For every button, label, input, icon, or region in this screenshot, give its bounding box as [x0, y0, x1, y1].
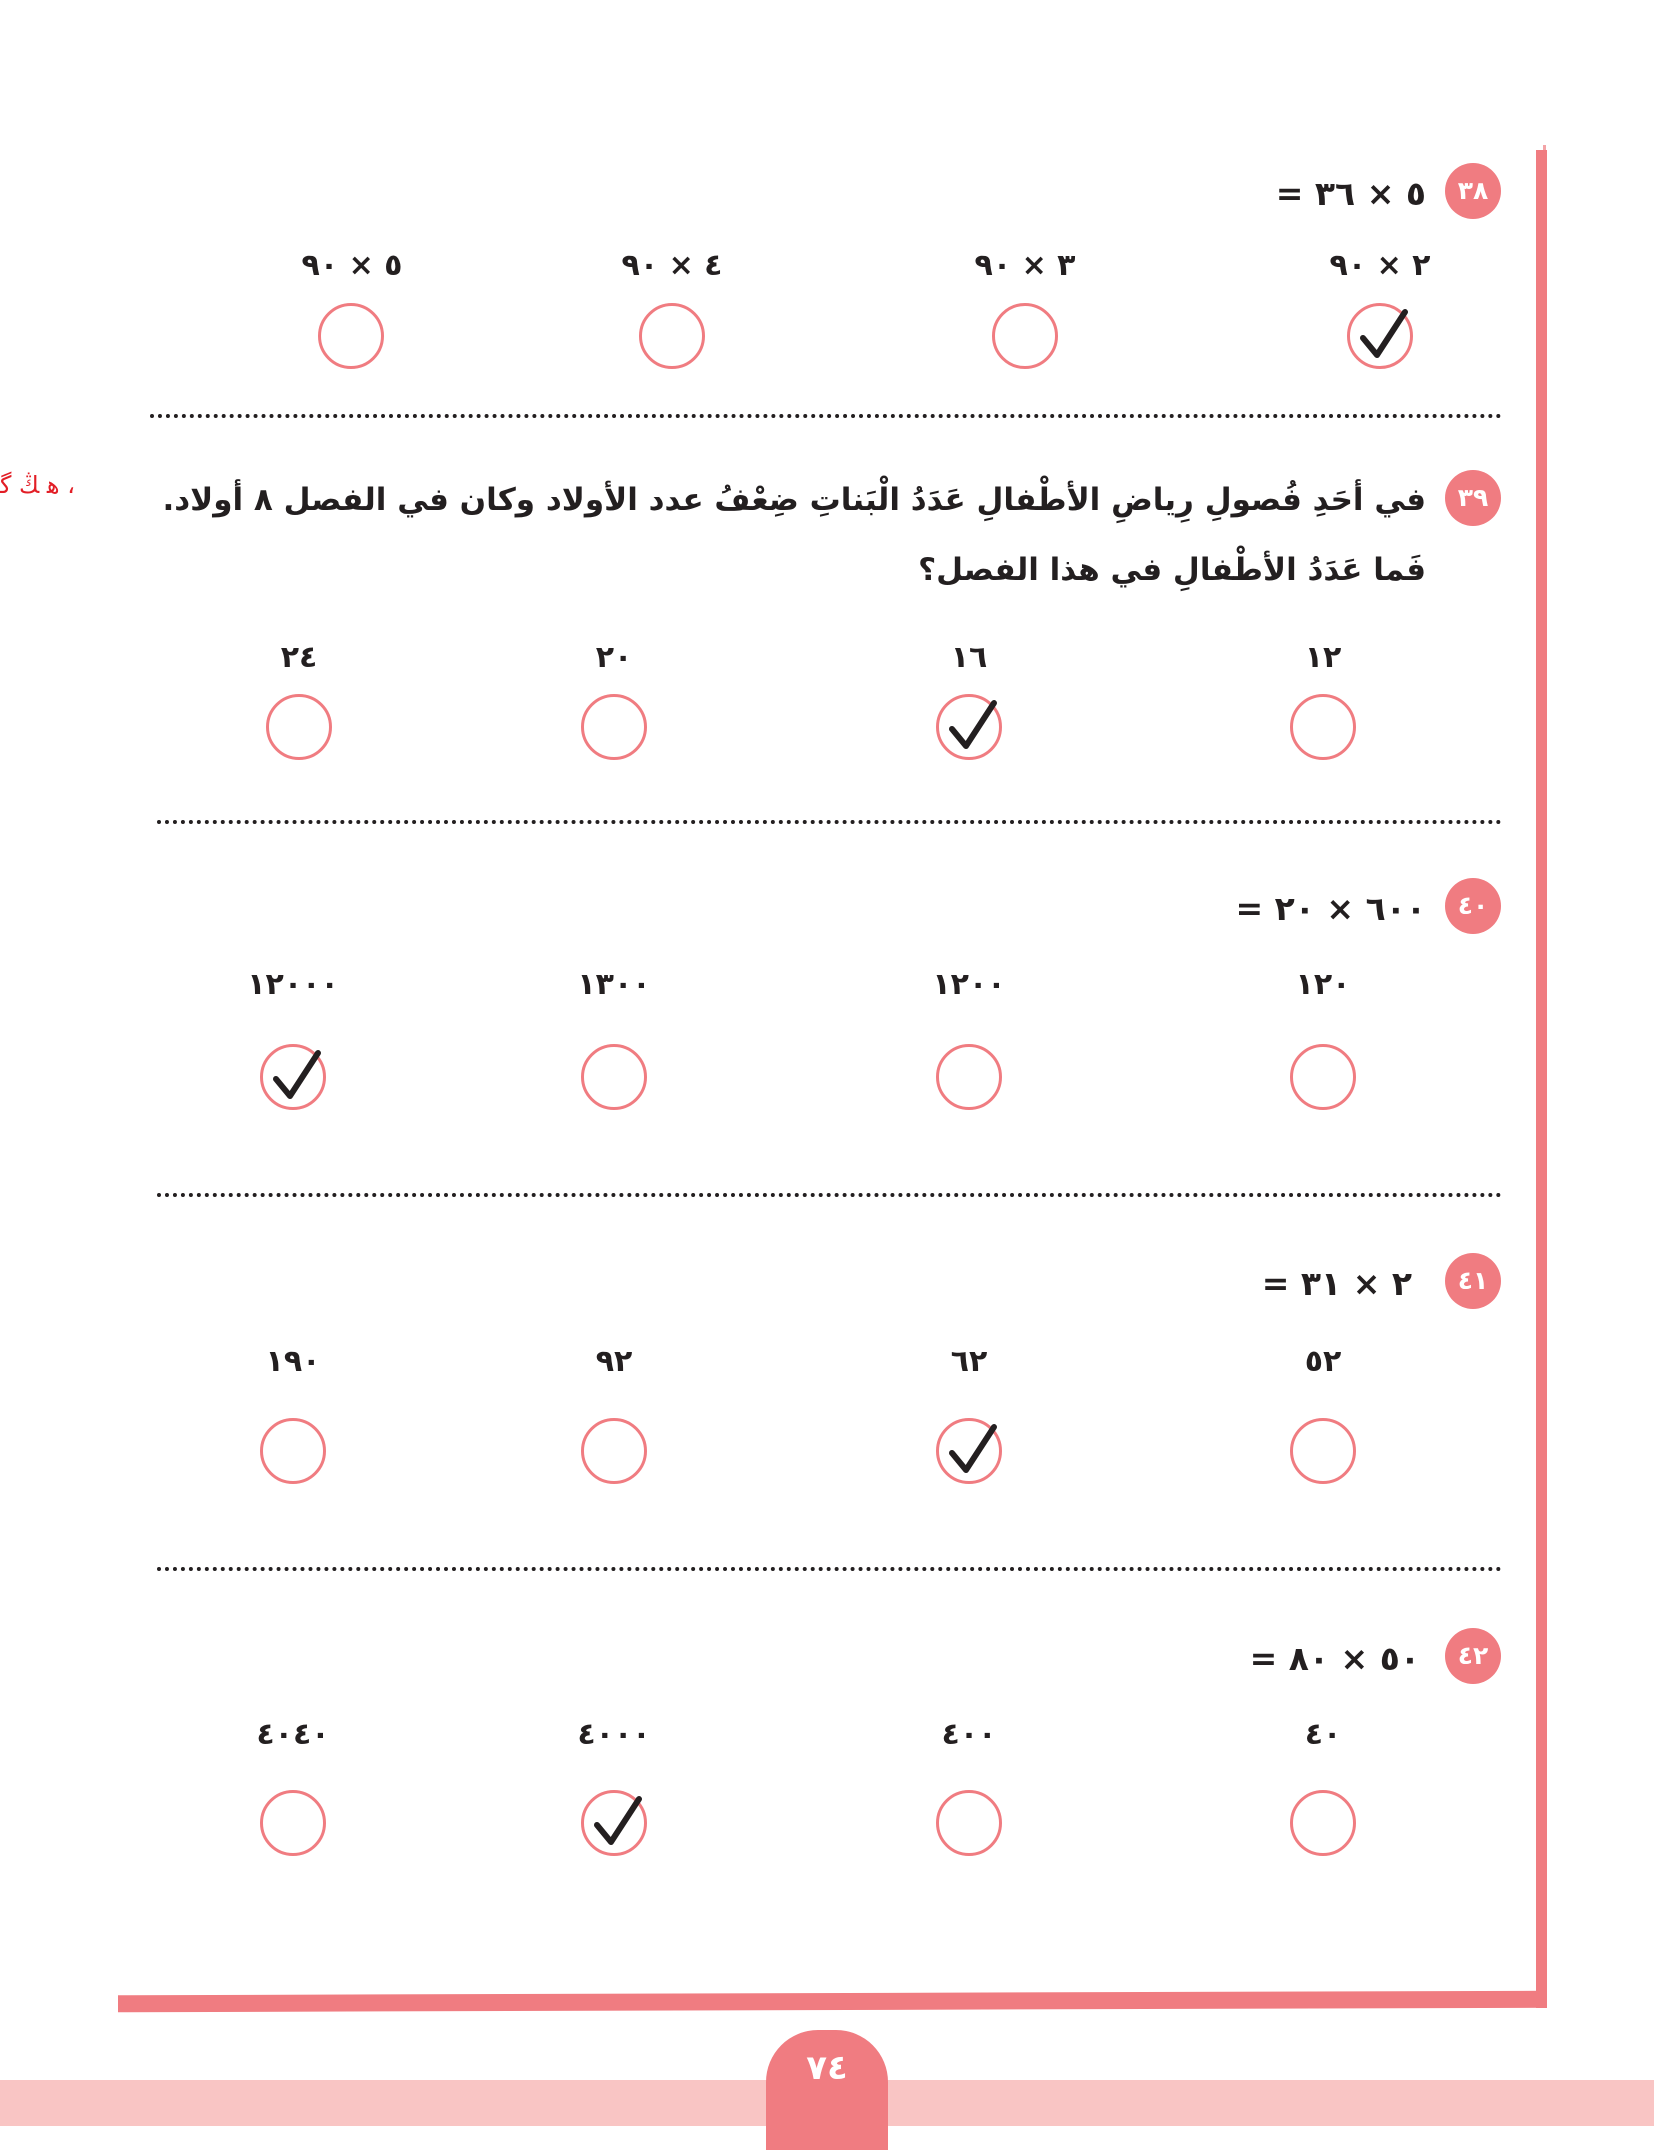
q40-option-4-label: ١٢٠٠٠ [247, 967, 339, 1002]
question-39-text-line2: فَما عَدَدُ الأطْفالِ في هذا الفصل؟ [918, 552, 1426, 588]
q42-option-2-circle[interactable] [936, 1790, 1002, 1856]
question-38-equation: ٥ × ٣٦ = [1275, 174, 1426, 213]
page-frame-bottom [118, 1991, 1546, 2012]
q40-option-3-circle[interactable] [581, 1044, 647, 1110]
q39-option-4-label: ٢٤ [280, 640, 318, 675]
q40-option-2-circle[interactable] [936, 1044, 1002, 1110]
q42-option-3-circle[interactable] [581, 1790, 647, 1856]
q39-option-2-circle[interactable] [936, 694, 1002, 760]
question-39-number: ٣٩ [1445, 470, 1501, 526]
question-42-equation: ٥٠ × ٨٠ = [1249, 1639, 1420, 1678]
q40-option-3-label: ١٣٠٠ [577, 967, 651, 1002]
q38-option-1-circle[interactable] [1347, 303, 1413, 369]
question-41-number: ٤١ [1445, 1253, 1501, 1309]
q38-option-2-circle[interactable] [992, 303, 1058, 369]
q39-option-2-label: ١٦ [950, 640, 988, 675]
question-40-number: ٤٠ [1445, 878, 1501, 934]
q41-option-3-circle[interactable] [581, 1418, 647, 1484]
question-42-number: ٤٢ [1445, 1628, 1501, 1684]
question-40-equation: ٦٠٠ × ٢٠ = [1235, 889, 1426, 928]
q39-option-4-circle[interactable] [266, 694, 332, 760]
q42-option-1-circle[interactable] [1290, 1790, 1356, 1856]
page-number: ٧٤ [766, 2030, 888, 2150]
q41-option-3-label: ٩٢ [595, 1344, 633, 1379]
q41-option-2-label: ٦٢ [950, 1344, 988, 1379]
q42-option-4-circle[interactable] [260, 1790, 326, 1856]
check-icon [270, 1049, 324, 1107]
q40-option-1-label: ١٢٠ [1295, 967, 1351, 1002]
q38-option-1-label: ٢ × ٩٠ [1329, 248, 1431, 283]
q38-option-4-label: ٥ × ٩٠ [301, 248, 403, 283]
q40-option-1-circle[interactable] [1290, 1044, 1356, 1110]
check-icon [1357, 308, 1411, 366]
question-39-text-line1: في أحَدِ فُصولِ رِياضِ الأطْفالِ عَدَدُ الْبَناتِ ضِعْفُ عدد الأولاد وكان في الفصل ٨ أولاد. [162, 482, 1426, 518]
q38-option-3-label: ٤ × ٩٠ [621, 248, 723, 283]
q41-option-1-circle[interactable] [1290, 1418, 1356, 1484]
divider [157, 820, 1502, 824]
q38-option-4-circle[interactable] [318, 303, 384, 369]
question-41-equation: ٢ × ٣١ = [1261, 1264, 1412, 1303]
q39-option-1-label: ١٢ [1304, 640, 1342, 675]
edge-marks: ﻫ ﯔ ﮔ ، [0, 471, 75, 499]
q41-option-1-label: ٥٢ [1304, 1344, 1342, 1379]
q38-option-3-circle[interactable] [639, 303, 705, 369]
check-icon [591, 1795, 645, 1853]
divider [157, 1567, 1502, 1571]
page-frame-right [1536, 150, 1547, 2008]
q38-option-2-label: ٣ × ٩٠ [974, 248, 1076, 283]
q39-option-1-circle[interactable] [1290, 694, 1356, 760]
question-38-number: ٣٨ [1445, 163, 1501, 219]
q42-option-2-label: ٤٠٠ [941, 1717, 997, 1752]
q41-option-4-circle[interactable] [260, 1418, 326, 1484]
q39-option-3-circle[interactable] [581, 694, 647, 760]
q41-option-4-label: ١٩٠ [265, 1344, 321, 1379]
check-icon [946, 699, 1000, 757]
q42-option-3-label: ٤٠٠٠ [577, 1717, 651, 1752]
q39-option-3-label: ٢٠ [595, 640, 633, 675]
q40-option-4-circle[interactable] [260, 1044, 326, 1110]
divider [150, 414, 1502, 418]
q42-option-1-label: ٤٠ [1304, 1717, 1342, 1752]
divider [157, 1193, 1502, 1197]
check-icon [946, 1423, 1000, 1481]
q42-option-4-label: ٤٠٤٠ [256, 1717, 330, 1752]
q40-option-2-label: ١٢٠٠ [932, 967, 1006, 1002]
q41-option-2-circle[interactable] [936, 1418, 1002, 1484]
